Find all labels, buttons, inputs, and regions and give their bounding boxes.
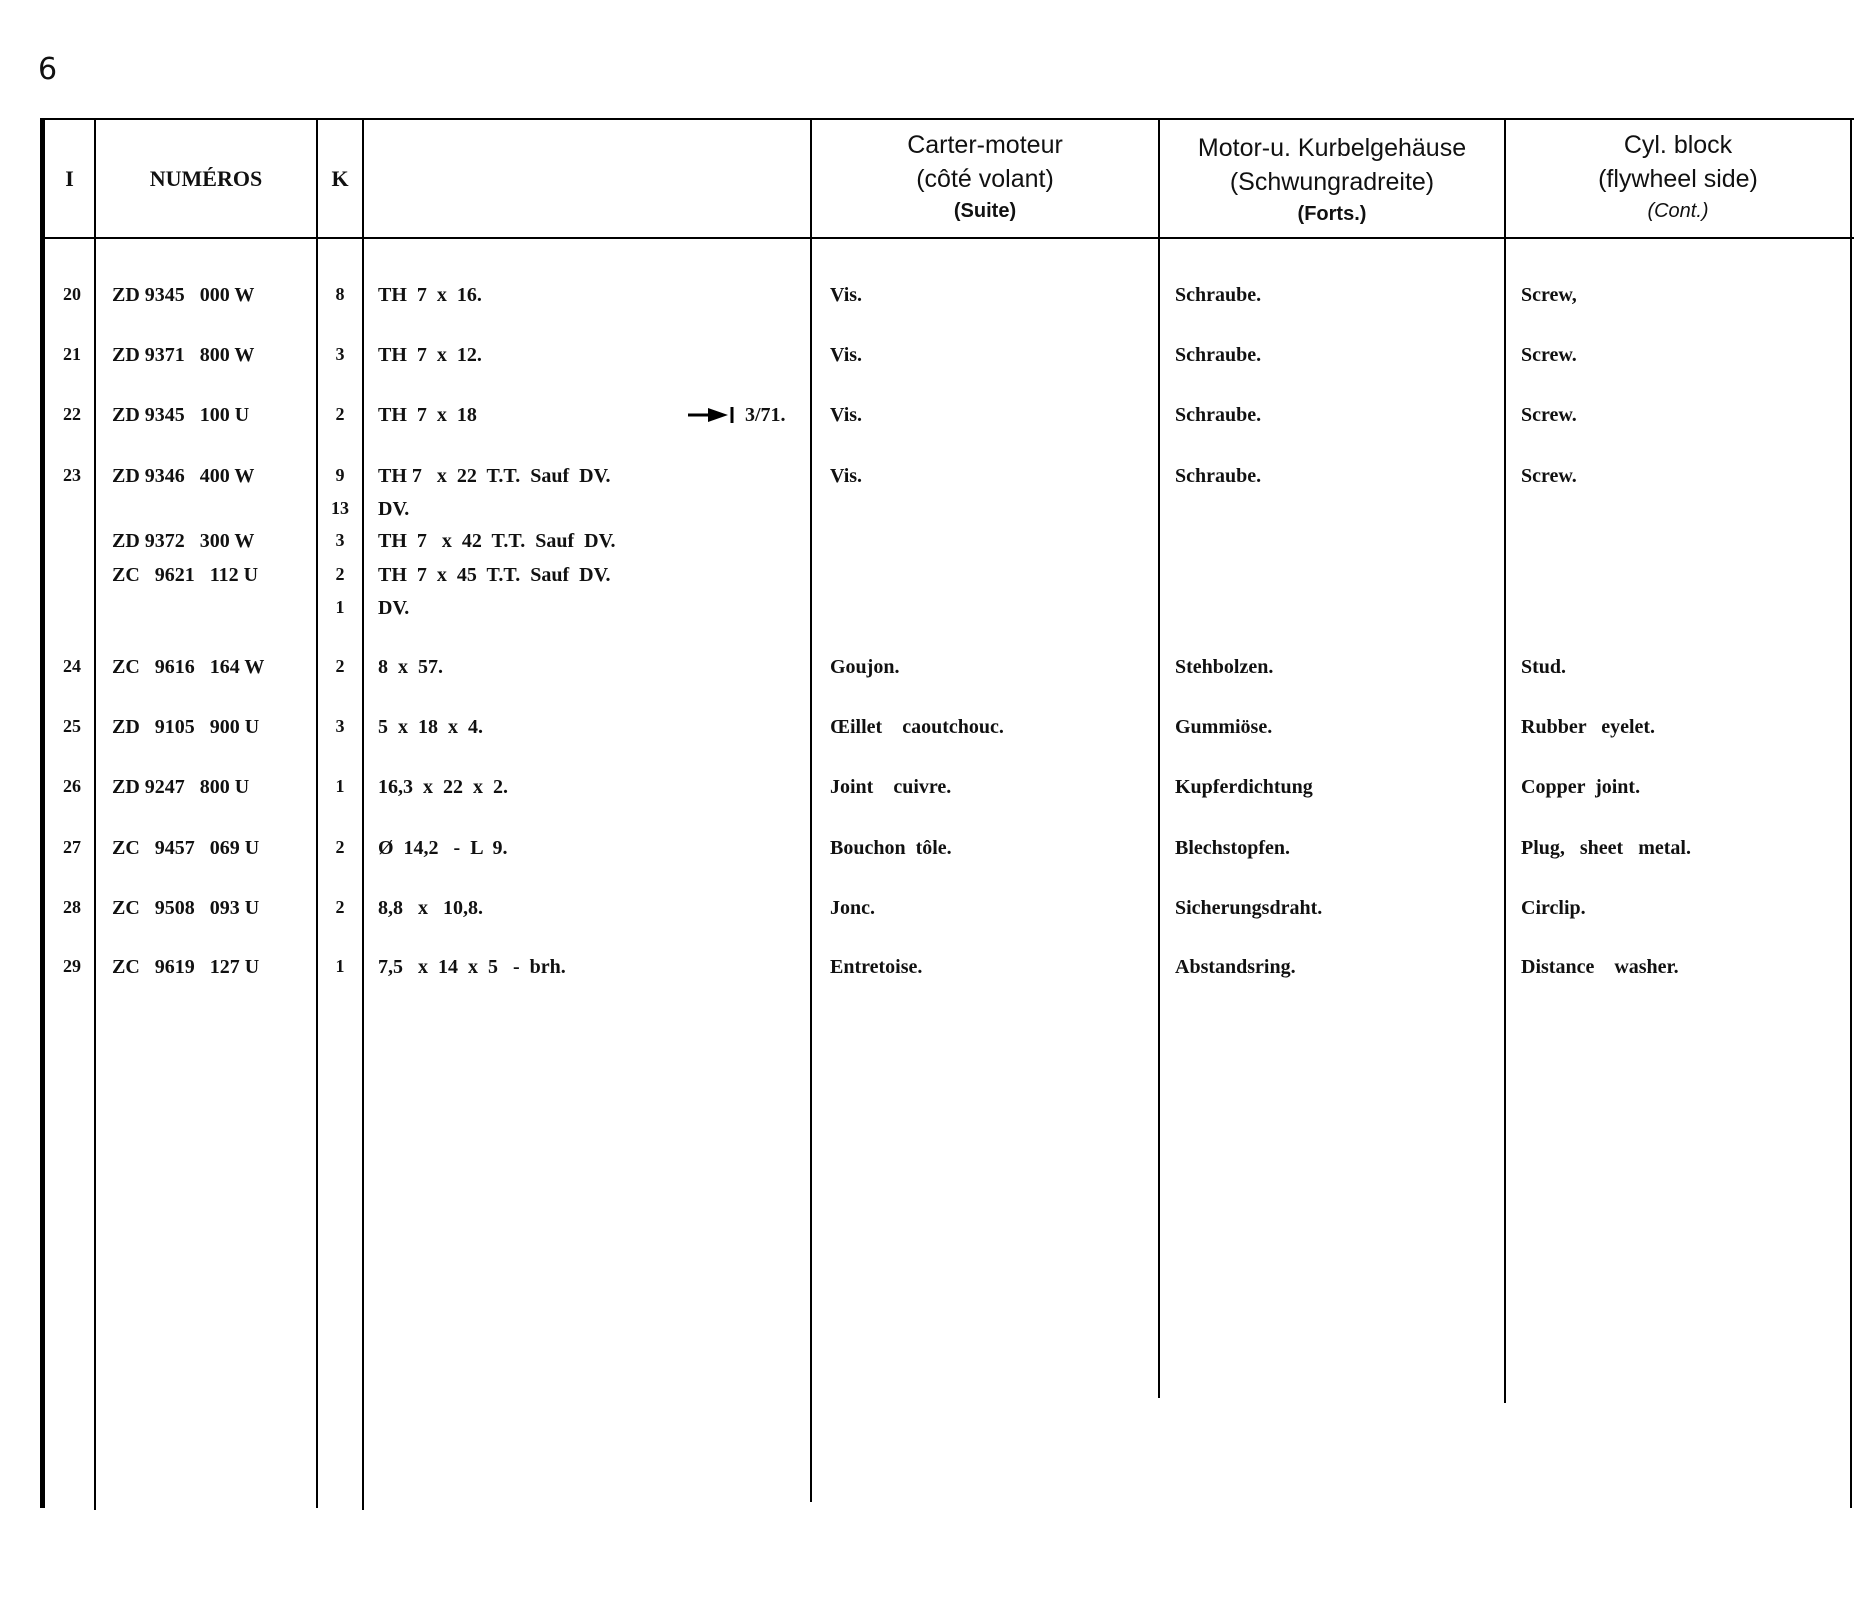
german-description: Gummiöse. — [1175, 716, 1273, 738]
english-description: Circlip. — [1521, 897, 1586, 919]
table-top-rule — [42, 118, 1854, 120]
part-number: ZD 9105 900 U — [112, 716, 260, 738]
part-number: ZC 9616 164 W — [112, 656, 265, 678]
table-row-index: 27 — [63, 837, 81, 857]
arrow-to-bar-icon — [688, 406, 738, 424]
part-number: ZD 9345 000 W — [112, 284, 255, 306]
quantity: 1 — [335, 776, 345, 796]
quantity: 9 — [335, 465, 345, 485]
specification: 5 x 18 x 4. — [378, 716, 483, 738]
german-description: Blechstopfen. — [1175, 837, 1290, 859]
specification: TH 7 x 18 — [378, 404, 477, 426]
table-row-index: 24 — [63, 656, 81, 676]
header-english-cont: (Cont.) — [1647, 200, 1709, 222]
german-description: Schraube. — [1175, 284, 1262, 306]
specification: DV. — [378, 597, 410, 619]
part-number: ZD 9247 800 U — [112, 776, 250, 798]
header-bottom-rule — [42, 237, 1854, 239]
french-description: Vis. — [830, 284, 863, 306]
quantity: 2 — [335, 837, 345, 857]
english-description: Stud. — [1521, 656, 1567, 678]
specification: TH 7 x 12. — [378, 344, 482, 366]
quantity: 2 — [335, 897, 345, 917]
table-row-index: 21 — [63, 344, 81, 364]
header-french-title: Carter-moteur — [907, 131, 1063, 159]
french-description: Jonc. — [830, 897, 875, 919]
quantity: 1 — [335, 956, 345, 976]
quantity: 3 — [335, 530, 345, 550]
german-description: Schraube. — [1175, 344, 1262, 366]
change-note: 3/71. — [745, 404, 786, 426]
header-english-title: Cyl. block — [1623, 131, 1733, 159]
part-number: ZD 9371 800 W — [112, 344, 255, 366]
quantity: 3 — [335, 716, 345, 736]
english-description: Screw. — [1521, 404, 1577, 426]
english-description: Copper joint. — [1521, 776, 1641, 798]
english-description: Rubber eyelet. — [1521, 716, 1656, 738]
english-description: Screw. — [1521, 465, 1577, 487]
col-divider-1 — [94, 118, 96, 1510]
french-description: Vis. — [830, 404, 863, 426]
specification: 16,3 x 22 x 2. — [378, 776, 508, 798]
specification: TH 7 x 16. — [378, 284, 482, 306]
german-description: Stehbolzen. — [1175, 656, 1274, 678]
english-description: Distance washer. — [1521, 956, 1679, 978]
german-description: Schraube. — [1175, 465, 1262, 487]
header-german-title: Motor-u. Kurbelgehäuse — [1197, 134, 1467, 162]
specification: Ø 14,2 - L 9. — [378, 837, 508, 859]
quantity: 3 — [335, 344, 345, 364]
page-number: 6 — [38, 52, 58, 87]
table-row-index: 29 — [63, 956, 81, 976]
table-left-border — [40, 118, 45, 1508]
specification: DV. — [378, 498, 410, 520]
header-k: K — [331, 166, 349, 191]
specification: TH 7 x 22 T.T. Sauf DV. — [378, 465, 611, 487]
col-divider-4 — [810, 118, 812, 1502]
table-row-index: 23 — [63, 465, 81, 485]
part-number: ZC 9508 093 U — [112, 897, 260, 919]
part-number: ZC 9457 069 U — [112, 837, 260, 859]
french-description: Vis. — [830, 344, 863, 366]
header-numeros: NUMÉROS — [149, 166, 263, 191]
header-english — [1506, 128, 1850, 226]
part-number: ZD 9346 400 W — [112, 465, 255, 487]
quantity: 1 — [335, 597, 345, 617]
english-description: Screw. — [1521, 344, 1577, 366]
german-description: Schraube. — [1175, 404, 1262, 426]
quantity: 13 — [331, 498, 349, 518]
header-german-forts: (Forts.) — [1297, 203, 1367, 225]
french-description: Vis. — [830, 465, 863, 487]
german-description: Sicherungsdraht. — [1175, 897, 1323, 919]
col-divider-5 — [1158, 118, 1160, 1398]
table-row-index: 25 — [63, 716, 81, 736]
col-divider-6 — [1504, 118, 1506, 1403]
specification: TH 7 x 42 T.T. Sauf DV. — [378, 530, 616, 552]
part-number: ZC 9621 112 U — [112, 564, 259, 586]
col-divider-3 — [362, 118, 364, 1510]
specification: 8,8 x 10,8. — [378, 897, 483, 919]
french-description: Œillet caoutchouc. — [830, 716, 1004, 738]
header-german-subtitle: (Schwungradreite) — [1229, 168, 1435, 196]
specification: 8 x 57. — [378, 656, 443, 678]
specification: TH 7 x 45 T.T. Sauf DV. — [378, 564, 611, 586]
quantity: 8 — [335, 284, 345, 304]
english-description: Plug, sheet metal. — [1521, 837, 1691, 859]
header-german — [1160, 131, 1504, 229]
french-description: Entretoise. — [830, 956, 923, 978]
header-french-subtitle: (côté volant) — [916, 165, 1054, 193]
part-number: ZC 9619 127 U — [112, 956, 260, 978]
header-english-subtitle: (flywheel side) — [1598, 165, 1758, 193]
part-number: ZD 9345 100 U — [112, 404, 250, 426]
german-description: Kupferdichtung — [1175, 776, 1313, 798]
french-description: Joint cuivre. — [830, 776, 952, 798]
col-divider-2 — [316, 118, 318, 1508]
header-french — [812, 128, 1158, 226]
quantity: 2 — [335, 564, 345, 584]
part-number: ZD 9372 300 W — [112, 530, 255, 552]
table-row-index: 22 — [63, 404, 81, 424]
french-description: Goujon. — [830, 656, 900, 678]
header-french-suite: (Suite) — [953, 200, 1017, 222]
table-row-index: 28 — [63, 897, 81, 917]
col-divider-7 — [1850, 118, 1852, 1508]
quantity: 2 — [335, 656, 345, 676]
english-description: Screw, — [1521, 284, 1577, 306]
german-description: Abstandsring. — [1175, 956, 1296, 978]
french-description: Bouchon tôle. — [830, 837, 952, 859]
table-row-index: 26 — [63, 776, 81, 796]
header-index: I — [65, 166, 74, 191]
specification: 7,5 x 14 x 5 - brh. — [378, 956, 566, 978]
table-row-index: 20 — [63, 284, 81, 304]
quantity: 2 — [335, 404, 345, 424]
